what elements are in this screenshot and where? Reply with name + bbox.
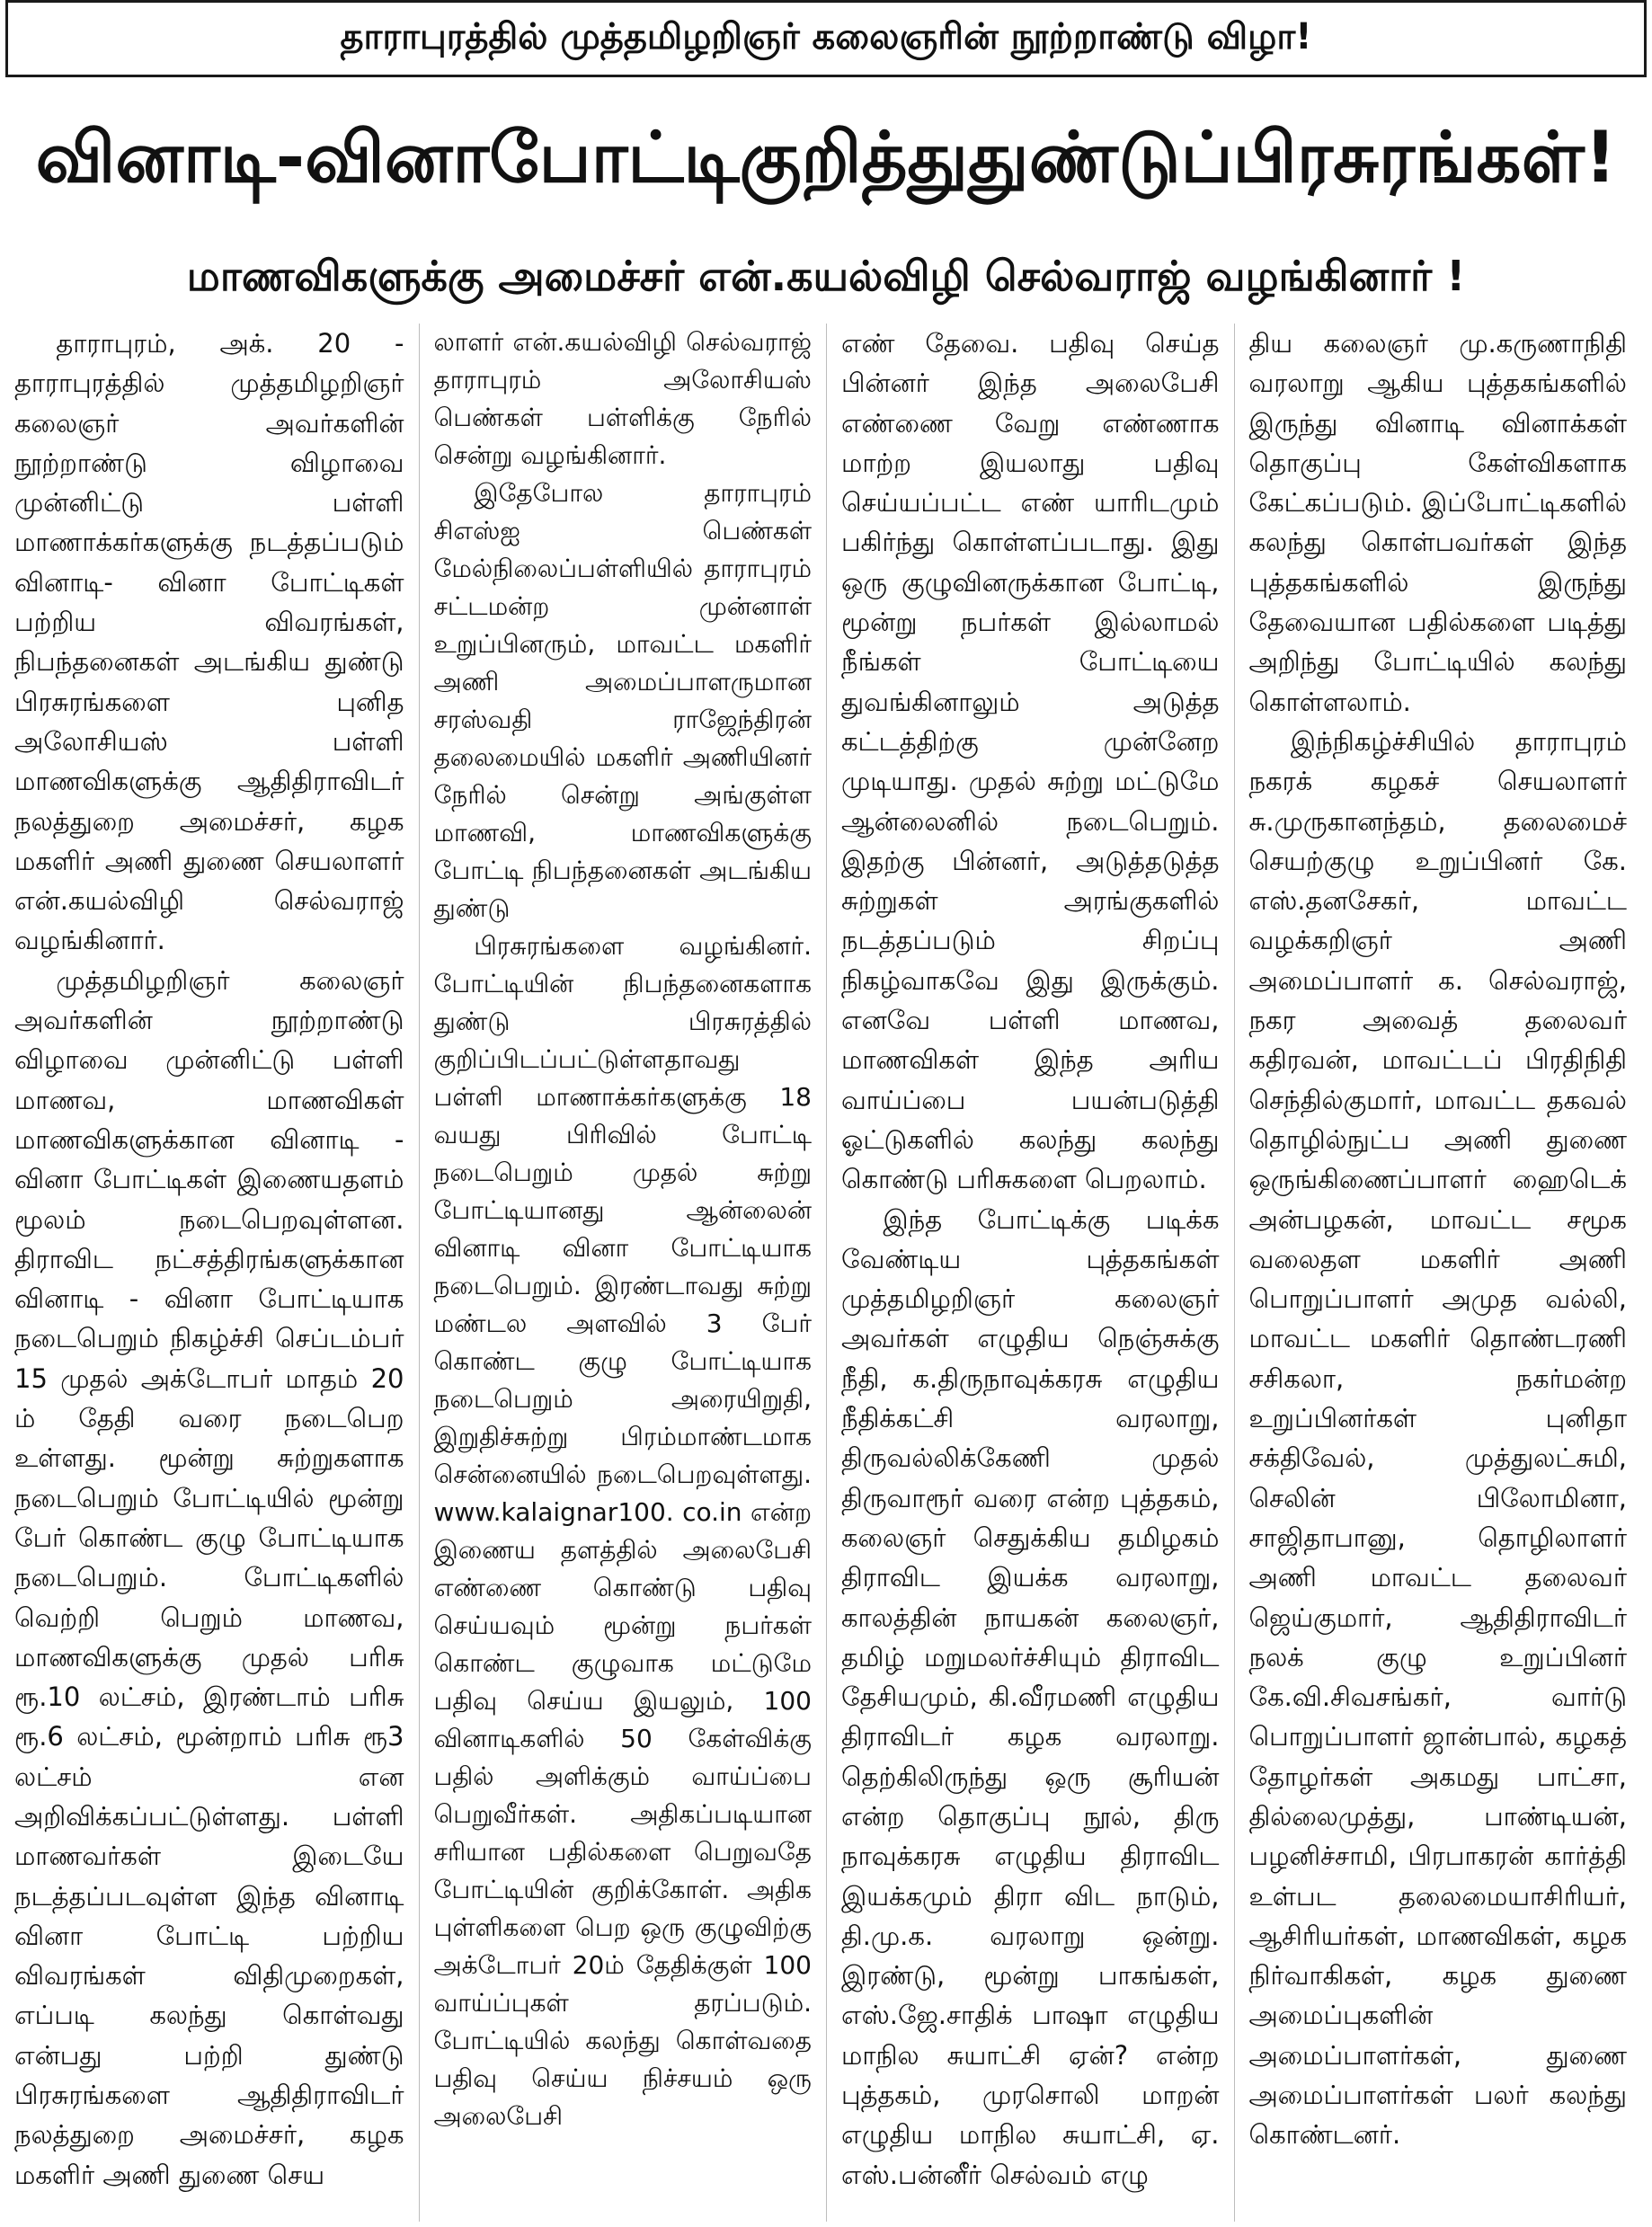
column-3-paragraph-2: இந்த போட்டிக்கு படிக்க வேண்டிய புத்தகங்கள் முத்தமிழறிஞர் கலைஞர் அவர்கள் எழுதிய நெஞ்சுக்கு நீதி, க.திருநாவுக்கரசு எழுதிய நீதிக்கட்சி வரலாறு, திருவல்லிக்கேணி முதல் திருவாரூர் வரை என்ற புத்தகம், கலைஞர் செதுக்கிய தமிழகம் திராவிட இயக்க வரலாறு, காலத்தின் நாயகன் கலைஞர், தமிழ் மறுமலர்ச்சியும் திராவிட தேசியமும், கி.வீரமணி எழுதிய திராவிடர் கழக வரலாறு. தெற்கிலிருந்து ஒரு சூரியன் என்ற தொகுப்பு நூல், திரு நாவுக்கரசு எழுதிய திராவிட இயக்கமும் திரா விட நாடும், தி.மு.க. வரலாறு ஒன்று. இரண்டு, மூன்று பாகங்கள், எஸ்.ஜே.சாதிக் பாஷா எழுதிய மாநில சுயாட்சி ஏன்? என்ற புத்தகம், முரசொலி மாறன் எழுதிய மாநில சுயாட்சி, ஏ. எஸ்.பன்னீர் செல்வம் எழு — [841, 1203, 1220, 2190]
column-2-paragraph-1: லாளர் என்.கயல்விழி செல்வராஜ் தாராபுரம் அலோசியஸ் பெண்கள் பள்ளிக்கு நேரில் சென்று வழங்கினார். — [433, 327, 812, 470]
column-4-paragraph-1: திய கலைஞர் மு.கருணாநிதி வரலாறு ஆகிய புத்தகங்களில் இருந்து வினாடி வினாக்கள் தொகுப்பு கேள்விகளாக கேட்கப்படும். இப்போட்டிகளில் கலந்து கொள்பவர்கள் இந்த புத்தகங்களில் இருந்து தேவையான பதில்களை படித்து அறிந்து போட்டியில் கலந்து கொள்ளலாம். — [1248, 328, 1627, 717]
kicker-banner: தாராபுரத்தில் முத்தமிழறிஞர் கலைஞரின் நூற்றாண்டு விழா! — [5, 0, 1647, 77]
article-column-2 — [419, 324, 827, 2222]
column-4-paragraph-2: இந்நிகழ்ச்சியில் தாராபுரம் நகரக் கழகச் செயலாளர் சு.முருகானந்தம், தலைமைச் செயற்குழு உறுப்பினர் கே. எஸ்.தனசேகர், மாவட்ட வழக்கறிஞர் அணி அமைப்பாளர் க. செல்வராஜ், நகர அவைத் தலைவர் கதிரவன், மாவட்டப் பிரதிநிதி செந்தில்குமார், மாவட்ட தகவல் தொழில்நுட்ப அணி துணை ஒருங்கிணைப்பாளர் ஹைடெக் அன்பழகன், மாவட்ட சமூக வலைதள மகளிர் அணி பொறுப்பாளர் அமுத வல்லி, மாவட்ட மகளிர் தொண்டரணி சசிகலா, நகர்மன்ற உறுப்பினர்கள் புனிதா சக்திவேல், முத்துலட்சுமி, செலின் பிலோமினா, சாஜிதாபானு, தொழிலாளர் அணி மாவட்ட தலைவர் ஜெய்குமார், ஆதிதிராவிடர் நலக் குழு உறுப்பினர் கே.வி.சிவசங்கர், வார்டு பொறுப்பாளர் ஜான்பால், கழகத் தோழர்கள் அகமது பாட்சா, தில்லைமுத்து, பாண்டியன், பழனிச்சாமி, பிரபாகரன் கார்த்தி உள்பட தலைமையாசிரியர், ஆசிரியர்கள், மாணவிகள், கழக நிர்வாகிகள், கழக துணை அமைப்புகளின் அமைப்பாளர்கள், துணை அமைப்பாளர்கள் பலர் கலந்து கொண்டனர். — [1248, 725, 1627, 2151]
subheadline: மாணவிகளுக்கு அமைச்சர் என்.கயல்விழி செல்வராஜ் வழங்கினார் ! — [186, 251, 1466, 300]
article-body — [11, 324, 1641, 2222]
column-3-paragraph-1: எண் தேவை. பதிவு செய்த பின்னர் இந்த அலைபேசி எண்ணை வேறு எண்ணாக மாற்ற இயலாது பதிவு செய்யப்பட்ட எண் யாரிடமும் பகிர்ந்து கொள்ளப்படாது. இது ஒரு குழுவினருக்கான போட்டி, மூன்று நபர்கள் இல்லாமல் நீங்கள் போட்டியை துவங்கினாலும் அடுத்த கட்டத்திற்கு முன்னேற முடியாது. முதல் சுற்று மட்டுமே ஆன்லைனில் நடைபெறும். இதற்கு பின்னர், அடுத்தடுத்த சுற்றுகள் அரங்குகளில் நடத்தப்படும் சிறப்பு நிகழ்வாகவே இது இருக்கும். எனவே பள்ளி மாணவ, மாணவிகள் இந்த அரிய வாய்ப்பை பயன்படுத்தி ஓட்டுகளில் கலந்து கலந்து கொண்டு பரிசுகளை பெறலாம். — [841, 328, 1220, 1195]
article-column-1 — [11, 324, 419, 2222]
column-1-paragraph-2: முத்தமிழறிஞர் கலைஞர் அவர்களின் நூற்றாண்டு விழாவை முன்னிட்டு பள்ளி மாணவ, மாணவிகள் மாணவிகளுக்கான வினாடி - வினா போட்டிகள் இணையதளம் மூலம் நடைபெறவுள்ளன. திராவிட நட்சத்திரங்களுக்கான வினாடி - வினா போட்டியாக நடைபெறும் நிகழ்ச்சி செப்டம்பர் 15 முதல் அக்டோபர் மாதம் 20 ம் தேதி வரை நடைபெற உள்ளது. மூன்று சுற்றுகளாக நடைபெறும் போட்டியில் மூன்று பேர் கொண்ட குழு போட்டியாக நடைபெறும். போட்டிகளில் வெற்றி பெறும் மாணவ, மாணவிகளுக்கு முதல் பரிசு ரூ.10 லட்சம், இரண்டாம் பரிசு ரூ.6 லட்சம், மூன்றாம் பரிசு ரூ3 லட்சம் என அறிவிக்கப்பட்டுள்ளது. பள்ளி மாணவர்கள் இடையே நடத்தப்படவுள்ள இந்த வினாடி வினா போட்டி பற்றிய விவரங்கள் விதிமுறைகள், எப்படி கலந்து கொள்வது என்பது பற்றி துண்டு பிரசுரங்களை ஆதிதிராவிடர் நலத்துறை அமைச்சர், கழக மகளிர் அணி துணை செய — [14, 964, 404, 2190]
column-1-paragraph-1: தாராபுரம், அக். 20 - தாராபுரத்தில் முத்தமிழறிஞர் கலைஞர் அவர்களின் நூற்றாண்டு விழாவை முன்னிட்டு பள்ளி மாணாக்கர்களுக்கு நடத்தப்படும் வினாடி- வினா போட்டிகள் பற்றிய விவரங்கள், நிபந்தனைகள் அடங்கிய துண்டு பிரசுரங்களை புனித அலோசியஸ் பள்ளி மாணவிகளுக்கு ஆதிதிராவிடர் நலத்துறை அமைச்சர், கழக மகளிர் அணி துணை செயலாளர் என்.கயல்விழி செல்வராஜ் வழங்கினார். — [14, 328, 404, 956]
article-column-4 — [1234, 324, 1642, 2222]
article-column-3 — [826, 324, 1234, 2222]
headline: வினாடி-வினாபோட்டிகுறித்துதுண்டுப்பிரசுரங்கள்! — [35, 118, 1617, 199]
column-2-paragraph-2: இதேபோல தாராபுரம் சிஎஸ்ஐ பெண்கள் மேல்நிலைப்பள்ளியில் தாராபுரம் சட்டமன்ற முன்னாள் உறுப்பினரும், மாவட்ட மகளிர் அணி அமைப்பாளருமான சரஸ்வதி ராஜேந்திரன் தலைமையில் மகளிர் அணியினர் நேரில் சென்று அங்குள்ள மாணவி, மாணவிகளுக்கு போட்டி நிபந்தனைகள் அடங்கிய துண்டு — [433, 478, 812, 923]
column-2-paragraph-3: பிரசுரங்களை வழங்கினர். போட்டியின் நிபந்தனைகளாக துண்டு பிரசுரத்தில் குறிப்பிடப்பட்டுள்ளதாவது பள்ளி மாணாக்கர்களுக்கு 18 வயது பிரிவில் போட்டி நடைபெறும் முதல் சுற்று போட்டியானது ஆன்லைன் வினாடி வினா போட்டியாக நடைபெறும். இரண்டாவது சுற்று மண்டல அளவில் 3 பேர் கொண்ட குழு போட்டியாக நடைபெறும் அரையிறுதி, இறுதிச்சுற்று பிரம்மாண்டமாக சென்னையில் நடைபெறவுள்ளது. www.kalaignar100. co.in என்ற இணைய தளத்தில் அலைபேசி எண்ணை கொண்டு பதிவு செய்யவும் மூன்று நபர்கள் கொண்ட குழுவாக மட்டுமே பதிவு செய்ய இயலும், 100 வினாடிகளில் 50 கேள்விக்கு பதில் அளிக்கும் வாய்ப்பை பெறுவீர்கள். அதிகப்படியான சரியான பதில்களை பெறுவதே போட்டியின் குறிக்கோள். அதிக புள்ளிகளை பெற ஒரு குழுவிற்கு அக்டோபர் 20ம் தேதிக்குள் 100 வாய்ப்புகள் தரப்படும். போட்டியில் கலந்து கொள்வதை பதிவு செய்ய நிச்சயம் ஒரு அலைபேசி — [433, 931, 812, 2131]
